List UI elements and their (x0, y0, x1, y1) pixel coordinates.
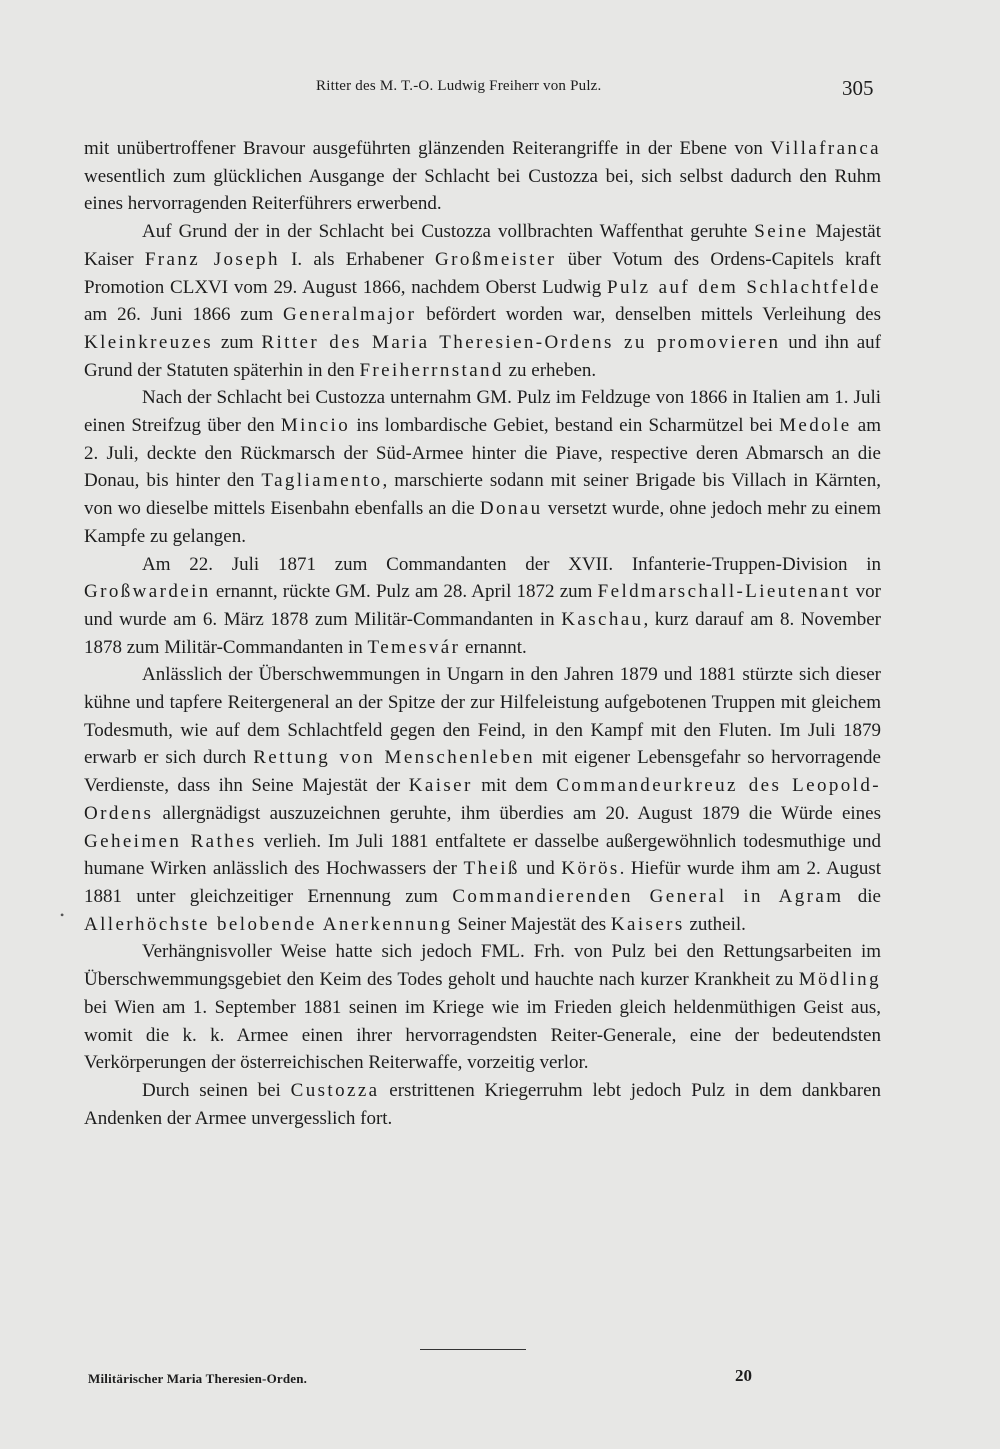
text-run: über Votum des Ordens-Capitels kraft Promotion CLXVI vom 29. August 1866, nachdem Oberst Ludwig (84, 248, 881, 298)
text-run: , marschierte sodann mit seiner Brigade bis Villach in Kärnten, von wo dieselbe mittels Eisenbahn ebenfalls an die (84, 470, 881, 520)
paragraph (84, 384, 881, 550)
spaced-text: Rettung von Menschenleben (253, 747, 535, 769)
spaced-text: Donau (479, 498, 543, 520)
spaced-text: Franz Joseph (144, 248, 280, 270)
text-run: am 26. Juni 1866 zum (84, 304, 284, 326)
text-run: wesentlich zum glücklichen Ausgange der Schlacht bei Custozza bei, sich selbst dadurch den Ruhm eines hervorragenden Reiterführers erwerbend. (84, 165, 881, 215)
text-run: . Hiefür wurde ihm am 2. August 1881 unter gleichzeitiger Ernennung zum (84, 858, 882, 907)
text-run: am 2. Juli, deckte den Rückmarsch der Süd-Armee hinter die Piave, respective deren Abmarsch an die Donau, bis hinter den (84, 415, 881, 492)
page-number: 305 (842, 76, 874, 100)
text-run: erstrittenen Kriegerruhm lebt jedoch Pulz in dem dankbaren Andenken der Armee unvergesslich fort. (84, 1079, 882, 1129)
paragraph (84, 661, 881, 938)
text-run: Nach der Schlacht bei Custozza unternahm GM. Pulz im Feldzuge von 1866 in Italien am 1. Juli einen Streifzug über den (84, 387, 881, 437)
paragraph (84, 1077, 881, 1132)
running-head: Ritter des M. T.-O. Ludwig Freiherr von Pulz. (316, 78, 602, 94)
spaced-text: Commandierenden General in Agram (452, 885, 844, 907)
spaced-text: Großwardein (84, 581, 211, 603)
text-run: bei Wien am 1. September 1881 seinen im Kriege wie im Frieden gleich heldenmüthigen Geist aus, womit die k. k. Armee einen ihrer hervorragendsten Reiter-Generale, eine der bedeutendsten Verkörperungen der österreichischen Reiterwaffe, vorzeitig verlor. (84, 996, 881, 1074)
text-run: zum (213, 331, 262, 353)
spaced-text: Kaisers (610, 913, 685, 935)
spaced-text: Theiß (463, 858, 520, 880)
text-run: mit dem (472, 775, 557, 797)
spaced-text: Körös (561, 858, 620, 880)
spaced-text: Allerhöchste belobende Anerkennung (84, 913, 453, 935)
spaced-text: Temesvár (367, 636, 461, 658)
signature-label: Militärischer Maria Theresien-Orden. (88, 1371, 308, 1386)
spaced-text: Villafranca (770, 138, 881, 159)
spaced-text: Geheimen Rathes (84, 830, 257, 852)
spaced-text: Ritter des Maria Theresien-Ordens zu promovieren (261, 331, 781, 353)
spaced-text: Mincio (280, 415, 351, 437)
spaced-text: Tagliamento (261, 470, 383, 492)
text-run: und (519, 858, 562, 880)
text-run: zutheil. (684, 913, 746, 935)
text-run: zu erheben. (503, 359, 597, 381)
spaced-text: Generalmajor (283, 304, 417, 326)
spaced-text: Pulz auf dem Schlachtfelde (607, 276, 882, 298)
text-run: , kurz darauf am 8. November 1878 zum Militär-Commandanten in (84, 608, 882, 658)
spaced-text: Kleinkreuzes (84, 331, 214, 353)
text-run: und ihn auf Grund der Statuten späterhin in den (84, 331, 881, 381)
text-run: Am 22. Juli 1871 zum Commandanten der XVII. Infanterie-Truppen-Division in (142, 553, 881, 575)
spaced-text: Feldmarschall-Lieutenant (597, 581, 851, 603)
spaced-text: Mödling (798, 969, 881, 991)
spaced-text: Großmeister (435, 248, 557, 270)
text-run: Durch seinen bei (142, 1079, 291, 1101)
text-run: Majestät Kaiser (84, 221, 881, 270)
spaced-text: Seine (754, 221, 809, 243)
text-run: befördert worden war, denselben mittels Verleihung des (416, 304, 881, 326)
text-run: mit unübertroffener Bravour ausgeführten glänzenden Reiterangriffe in der Ebene von (84, 138, 771, 159)
text-run: Verhängnisvoller Weise hatte sich jedoch FML. Frh. von Pulz bei den Rettungsarbeiten im Überschwemmungsgebiet den Keim des Todes geholt und hauchte nach kurzer Krankheit zu (84, 941, 881, 991)
margin-mark: • (60, 908, 65, 922)
text-run: I. als Erhabener (279, 248, 436, 270)
spaced-text: Commandeurkreuz des Leopold-Ordens (84, 775, 881, 824)
text-run: ins lombardische Gebiet, bestand ein Scharmützel bei (350, 415, 780, 437)
text-run: versetzt wurde, ohne jedoch mehr zu einem Kampfe zu gelangen. (84, 498, 881, 547)
text-run: mit eigener Lebensgefahr so hervorragende Verdienste, dass ihn Seine Majestät der (84, 747, 881, 797)
spaced-text: Kaschau (561, 608, 644, 630)
text-run: ernannt, rückte GM. Pulz am 28. April 1872 zum (210, 581, 598, 603)
signature-number: 20 (735, 1366, 752, 1385)
text-run: Auf Grund der in der Schlacht bei Custozza vollbrachten Waffenthat geruhte (142, 221, 755, 243)
footer-rule (420, 1349, 526, 1350)
paragraph (84, 551, 881, 662)
spaced-text: Medole (779, 415, 852, 437)
paragraph (84, 938, 881, 1077)
text-run: Anlässlich der Überschwemmungen in Ungarn in den Jahren 1879 und 1881 stürzte sich dieser kühne und tapfere Reitergeneral an der Spitze der zur Hilfeleistung aufgebotenen Truppen mit gleichem Todesmuth, wie auf dem Schlachtfeld gegen den Feind, in den Kampf mit den Fluten. Im Juli 1879 erwarb er sich durch (84, 664, 881, 769)
text-run: vor und wurde am 6. März 1878 zum Militär-Commandanten in (84, 581, 882, 630)
text-run: die (843, 885, 881, 907)
text-run: ernannt. (460, 636, 527, 658)
text-run: allergnädigst auszuzeichnen geruhte, ihm überdies am 20. August 1879 die Würde eines (153, 802, 881, 824)
paragraph (84, 218, 881, 384)
spaced-text: Custozza (290, 1079, 380, 1101)
body-text (84, 135, 881, 1132)
paragraph (84, 135, 881, 218)
text-run: Seiner Majestät des (452, 913, 611, 935)
text-run: verlieh. Im Juli 1881 entfaltete er dasselbe außergewöhnlich todesmuthige und humane Wirken anlässlich des Hochwassers der (84, 830, 881, 880)
spaced-text: Kaiser (408, 775, 473, 797)
spaced-text: Freiherrnstand (359, 359, 504, 381)
